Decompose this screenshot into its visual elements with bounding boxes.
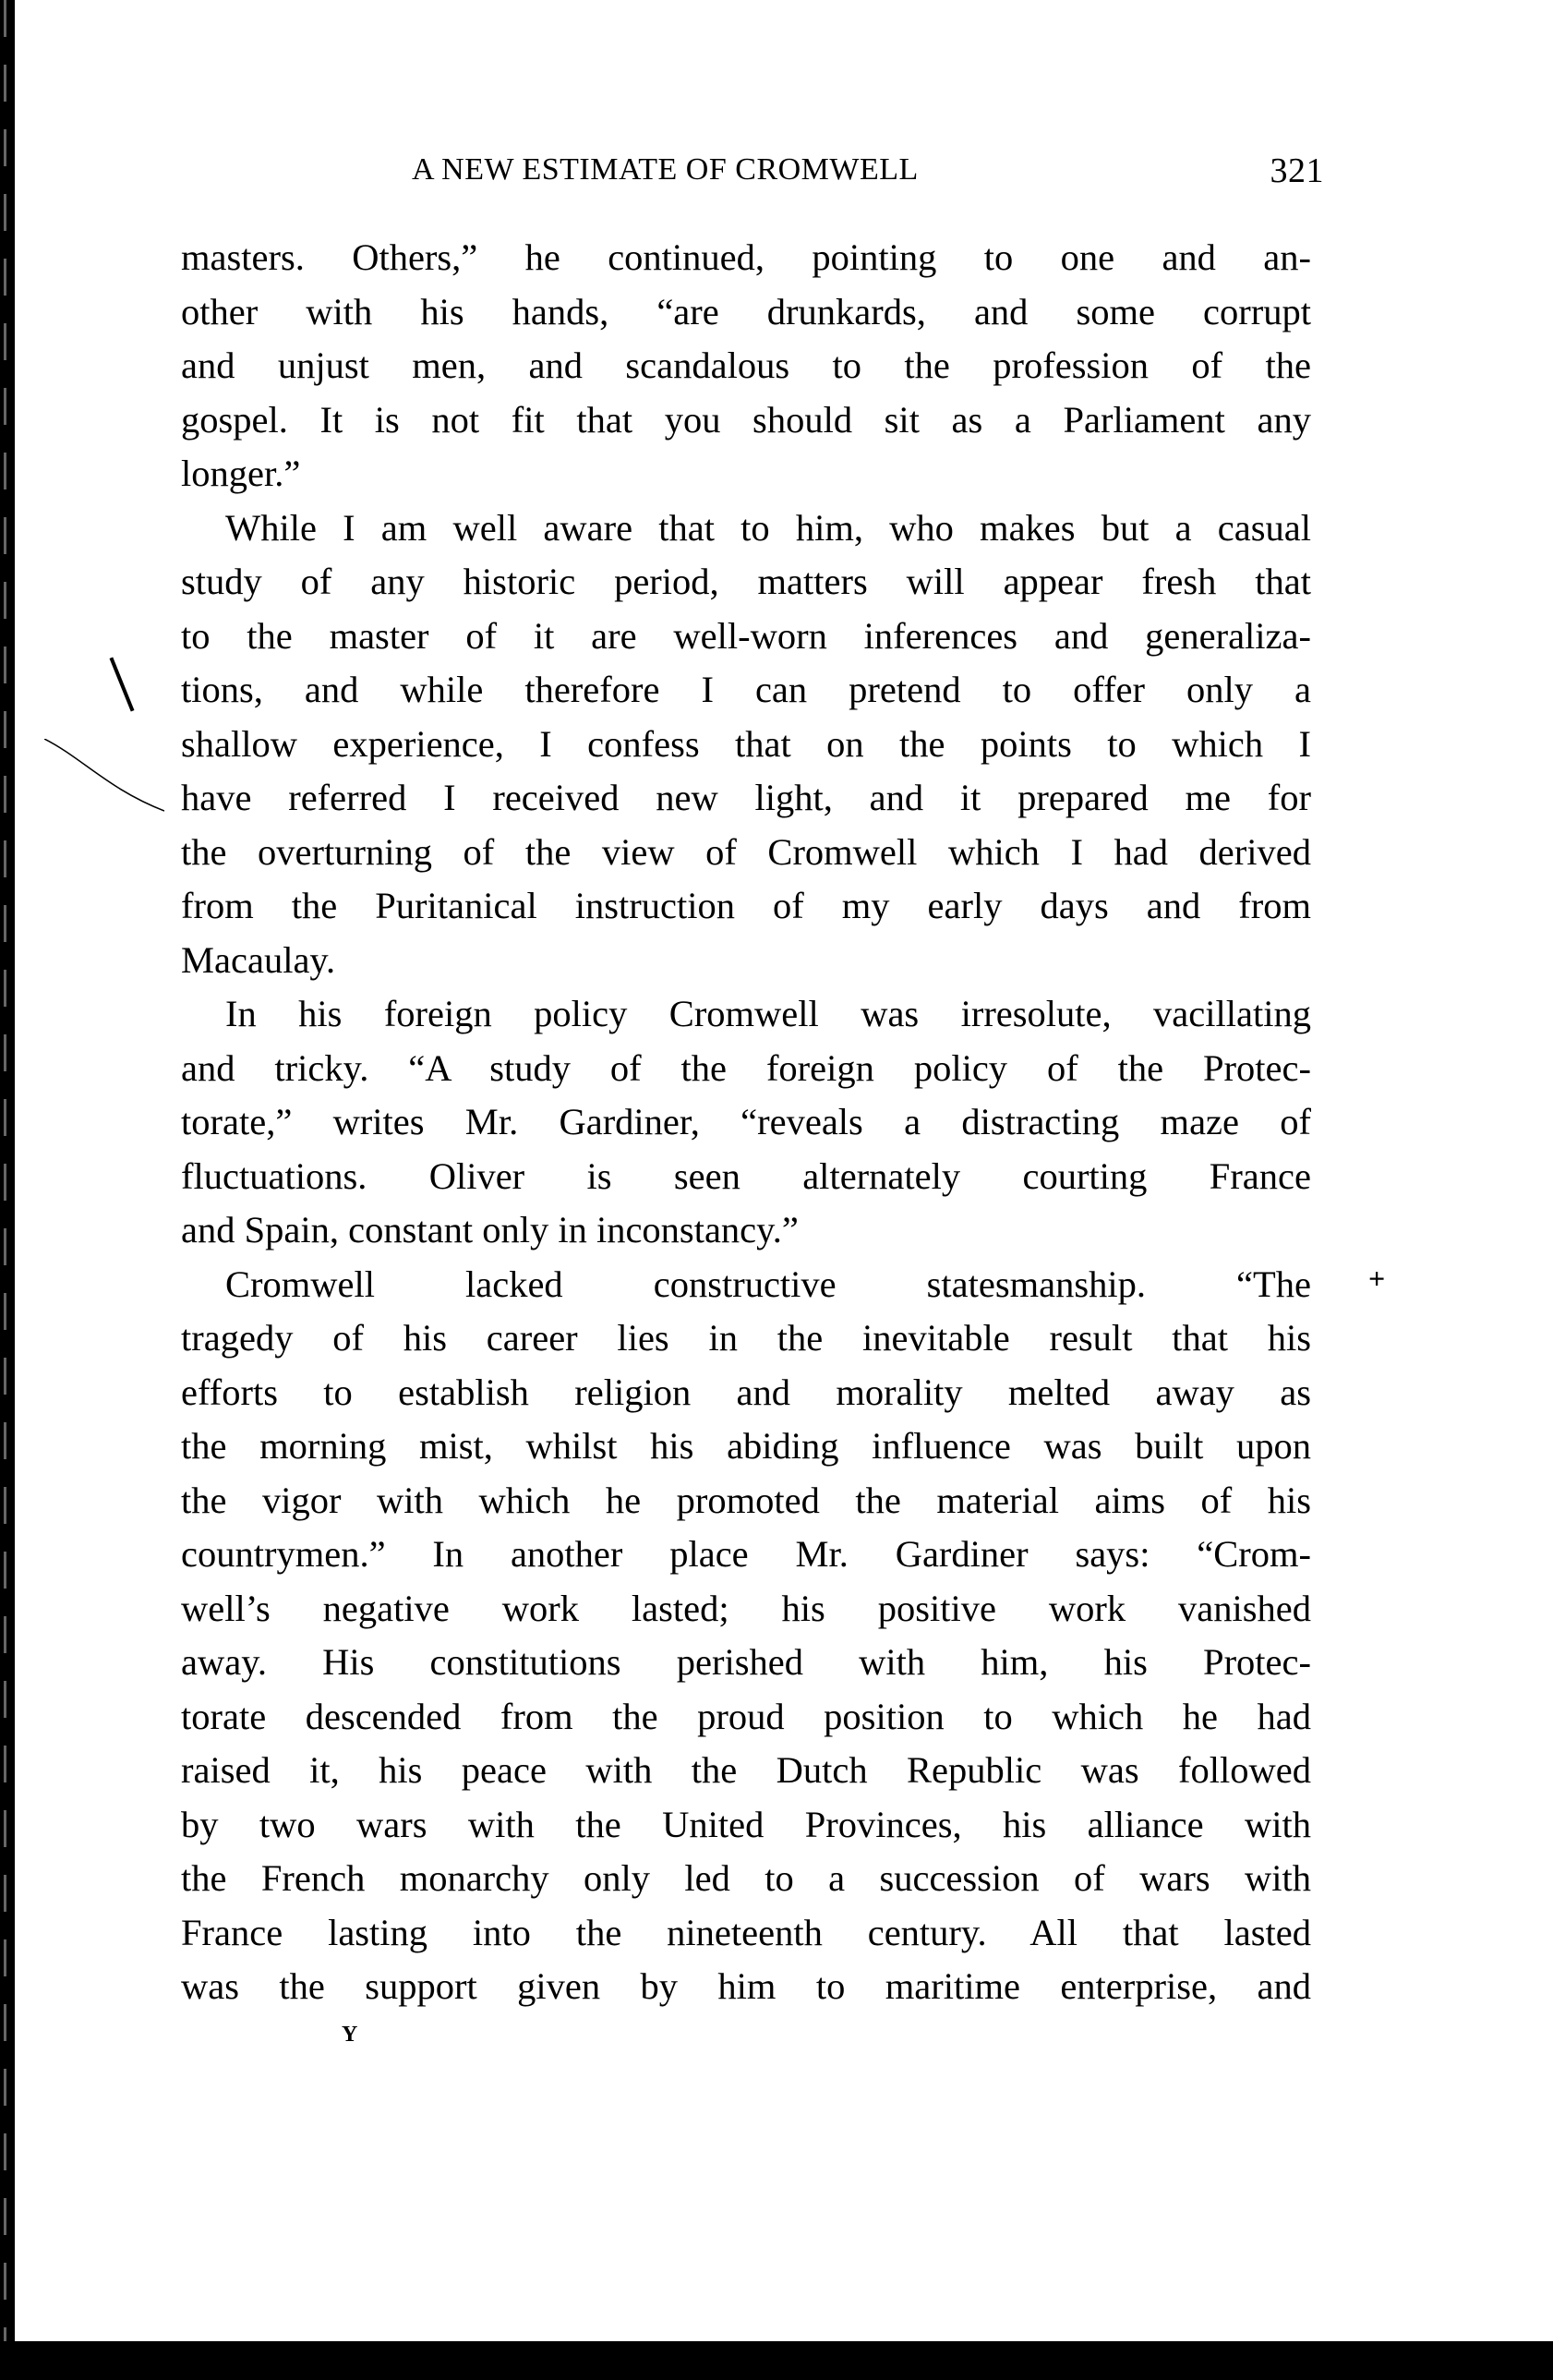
text-line: from the Puritanical instruction of my early days and from — [181, 885, 1311, 926]
text-line: other with his hands, “are drunkards, and some corrupt — [181, 290, 1311, 332]
text-line: torate,” writes Mr. Gardiner, “reveals a distracting maze of — [181, 1101, 1311, 1142]
text-line: fluctuations. Oliver is seen alternately courting France — [181, 1154, 1311, 1197]
binding-texture — [4, 0, 6, 2380]
signature-mark: Y — [342, 2023, 358, 2047]
pencil-curve-mark-icon — [44, 739, 164, 813]
text-line: and unjust men, and scandalous to the profession of the — [181, 344, 1311, 386]
text-line: by two wars with the United Provinces, his alliance with — [181, 1803, 1311, 1845]
text-line: the French monarchy only led to a succession of wars with — [181, 1857, 1311, 1899]
text-line: efforts to establish religion and morality melted away as — [181, 1371, 1311, 1413]
text-line: the overturning of the view of Cromwell which I had derived — [181, 830, 1311, 873]
text-line: Macaulay. — [181, 938, 336, 981]
text-line: In his foreign policy Cromwell was irresolute, vacillating — [225, 993, 1311, 1034]
text-line: longer.” — [181, 453, 301, 494]
book-binding-shadow — [0, 0, 15, 2380]
pencil-margin-mark-icon — [110, 658, 135, 712]
text-line: France lasting into the nineteenth century. All that lasted — [181, 1911, 1311, 1953]
text-line: tragedy of his career lies in the inevitable result that his — [181, 1317, 1311, 1359]
body-text — [181, 231, 1311, 2014]
text-line: torate descended from the proud position to which he had — [181, 1695, 1311, 1737]
text-line: and Spain, constant only in inconstancy.” — [181, 1209, 799, 1250]
text-line: gospel. It is not fit that you should sit as a Parliament any — [181, 398, 1311, 441]
text-line: the vigor with which he promoted the material aims of his — [181, 1479, 1311, 1521]
text-line: and tricky. “A study of the foreign policy of the Protec- — [181, 1046, 1311, 1089]
text-line: have referred I received new light, and it prepared me for — [181, 777, 1311, 818]
text-line: to the master of it are well-worn inferences and generaliza- — [181, 614, 1311, 657]
running-title: A NEW ESTIMATE OF CROMWELL — [412, 152, 919, 187]
text-line: study of any historic period, matters will appear fresh that — [181, 561, 1311, 602]
text-line: shallow experience, I confess that on the points to which I — [181, 722, 1311, 765]
text-line: masters. Others,” he continued, pointing to one and an- — [181, 236, 1311, 278]
page-number: 321 — [1270, 151, 1324, 190]
text-line: the morning mist, whilst his abiding influence was built upon — [181, 1425, 1311, 1467]
text-line: well’s negative work lasted; his positive work vanished — [181, 1587, 1311, 1629]
text-line: away. His constitutions perished with him, his Protec- — [181, 1641, 1311, 1683]
text-line: Cromwell lacked constructive statesmanship. “The — [225, 1262, 1311, 1305]
scan-bottom-edge — [0, 2341, 1553, 2380]
text-line: tions, and while therefore I can pretend to offer only a — [181, 669, 1311, 710]
running-header — [388, 143, 1324, 199]
text-line: raised it, his peace with the Dutch Republic was followed — [181, 1749, 1311, 1791]
margin-cross-mark-icon: + — [1368, 1262, 1386, 1295]
text-line: While I am well aware that to him, who makes but a casual — [225, 506, 1311, 549]
text-line: was the support given by him to maritime enterprise, and — [181, 1965, 1311, 2007]
text-line: countrymen.” In another place Mr. Gardiner says: “Crom- — [181, 1533, 1311, 1575]
